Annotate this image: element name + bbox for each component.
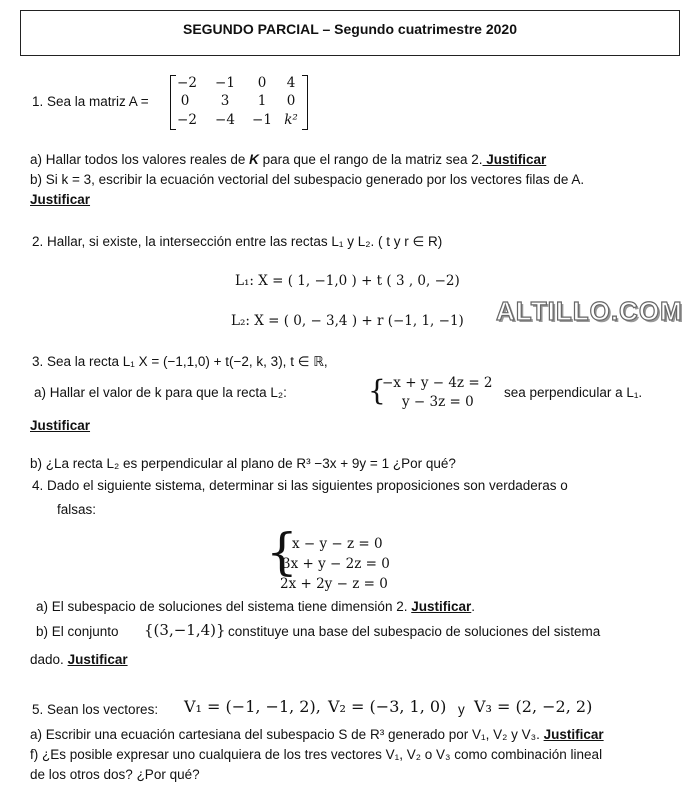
q5-f1: f) ¿Es posible expresar uno cualquiera de los tres vectores V₁, V₂ o V₃ como combinación lineal <box>30 747 603 762</box>
matrix-cell: 0 <box>180 93 190 109</box>
title-box <box>20 10 680 56</box>
q1-b-justificar: Justificar <box>30 192 91 207</box>
q3-eq2: y − 3z = 0 <box>402 394 474 410</box>
q4-b-set: {(3,−1,4)} <box>144 621 226 639</box>
matrix-cell: −2 <box>177 112 197 128</box>
q5-v3: V₃ = (2, −2, 2) <box>474 697 593 716</box>
q1-a <box>30 152 546 167</box>
matrix-cell: 1 <box>257 93 267 109</box>
q4-text1: 4. Dado el siguiente sistema, determinar si las siguientes proposiciones son verdaderas o <box>32 478 568 493</box>
q1-a-text: a) Hallar todos los valores reales de <box>30 152 250 167</box>
q5-v1: V₁ = (−1, −1, 2), <box>184 697 321 716</box>
matrix-cell: 0 <box>286 93 296 109</box>
q5-f2: de los otros dos? ¿Por qué? <box>30 767 200 782</box>
q3-a: a) Hallar el valor de k para que la recta L₂: <box>34 385 287 400</box>
altillo-watermark: ALTILLO.COM <box>496 296 683 326</box>
q3-a-end: sea perpendicular a L₁. <box>504 385 643 400</box>
q5-a-text: a) Escribir una ecuación cartesiana del subespacio S de R³ generado por V₁, V₂ y V₃. <box>30 727 540 742</box>
q4-b3 <box>30 652 128 667</box>
q3-text: 3. Sea la recta L₁ X = (−1,1,0) + t(−2, k, 3), t ∈ ℝ, <box>32 354 328 369</box>
q1-a-justificar: Justificar <box>482 152 547 167</box>
q3-system-brace: { <box>368 374 386 407</box>
q1-a-text2: para que el rango de la matriz sea 2. <box>258 152 483 167</box>
q4-b-justificar: Justificar <box>67 652 128 667</box>
matrix-cell: −4 <box>215 112 235 128</box>
q4-a: a) El subespacio de soluciones del sistema tiene dimensión 2. Justificar. <box>36 599 476 614</box>
q3-eq1: −x + y − 4z = 2 <box>382 375 493 391</box>
matrix-cell: 4 <box>286 75 296 91</box>
q5-a-justificar: Justificar <box>543 727 604 742</box>
matrix-cell: 3 <box>220 93 230 109</box>
q5-a <box>30 727 604 742</box>
q4-text2: falsas: <box>57 502 97 517</box>
q4-a-text: a) El subespacio de soluciones del sistema tiene dimensión 2. <box>36 599 408 614</box>
q4-system-brace: { <box>266 523 298 581</box>
q1-b: b) Si k = 3, escribir la ecuación vectorial del subespacio generado por los vectores filas de A. <box>30 172 585 187</box>
q2-l1: L₁: X = ( 1, −1,0 ) + t ( 3 , 0, −2) <box>235 273 460 289</box>
q4-eq3: 2x + 2y − z = 0 <box>280 576 388 592</box>
q5-text: 5. Sean los vectores: <box>32 702 159 717</box>
q2-text: 2. Hallar, si existe, la intersección entre las rectas L₁ y L₂. ( t y r ∈ R) <box>32 234 443 249</box>
q1-a-k: K <box>249 152 259 167</box>
q4-b2: constituye una base del subespacio de soluciones del sistema <box>228 624 601 639</box>
q5-v2: V₂ = (−3, 1, 0) <box>328 697 447 716</box>
q3-a-justificar: Justificar <box>30 418 91 433</box>
q4-b3-text: dado. <box>30 652 64 667</box>
q1-label: 1. Sea la matriz A = <box>32 94 149 109</box>
page-title: SEGUNDO PARCIAL – Segundo cuatrimestre 2020 <box>182 21 518 37</box>
q4-b1: b) El conjunto <box>36 624 119 639</box>
matrix-cell: 0 <box>257 75 267 91</box>
q2-l2: L₂: X = ( 0, − 3,4 ) + r (−1, 1, −1) <box>231 313 464 329</box>
matrix-a <box>170 75 308 130</box>
matrix-cell: −2 <box>177 75 197 91</box>
q4-a-justificar: Justificar <box>411 599 472 614</box>
q4-eq2: 3x + y − 2z = 0 <box>282 556 390 572</box>
matrix-cell: −1 <box>215 75 235 91</box>
q5-y: y <box>458 702 465 717</box>
q4-eq1: x − y − z = 0 <box>292 536 383 552</box>
matrix-cell: k² <box>284 112 298 128</box>
q3-b: b) ¿La recta L₂ es perpendicular al plano de R³ −3x + 9y = 1 ¿Por qué? <box>30 456 456 471</box>
matrix-cell: −1 <box>252 112 272 128</box>
